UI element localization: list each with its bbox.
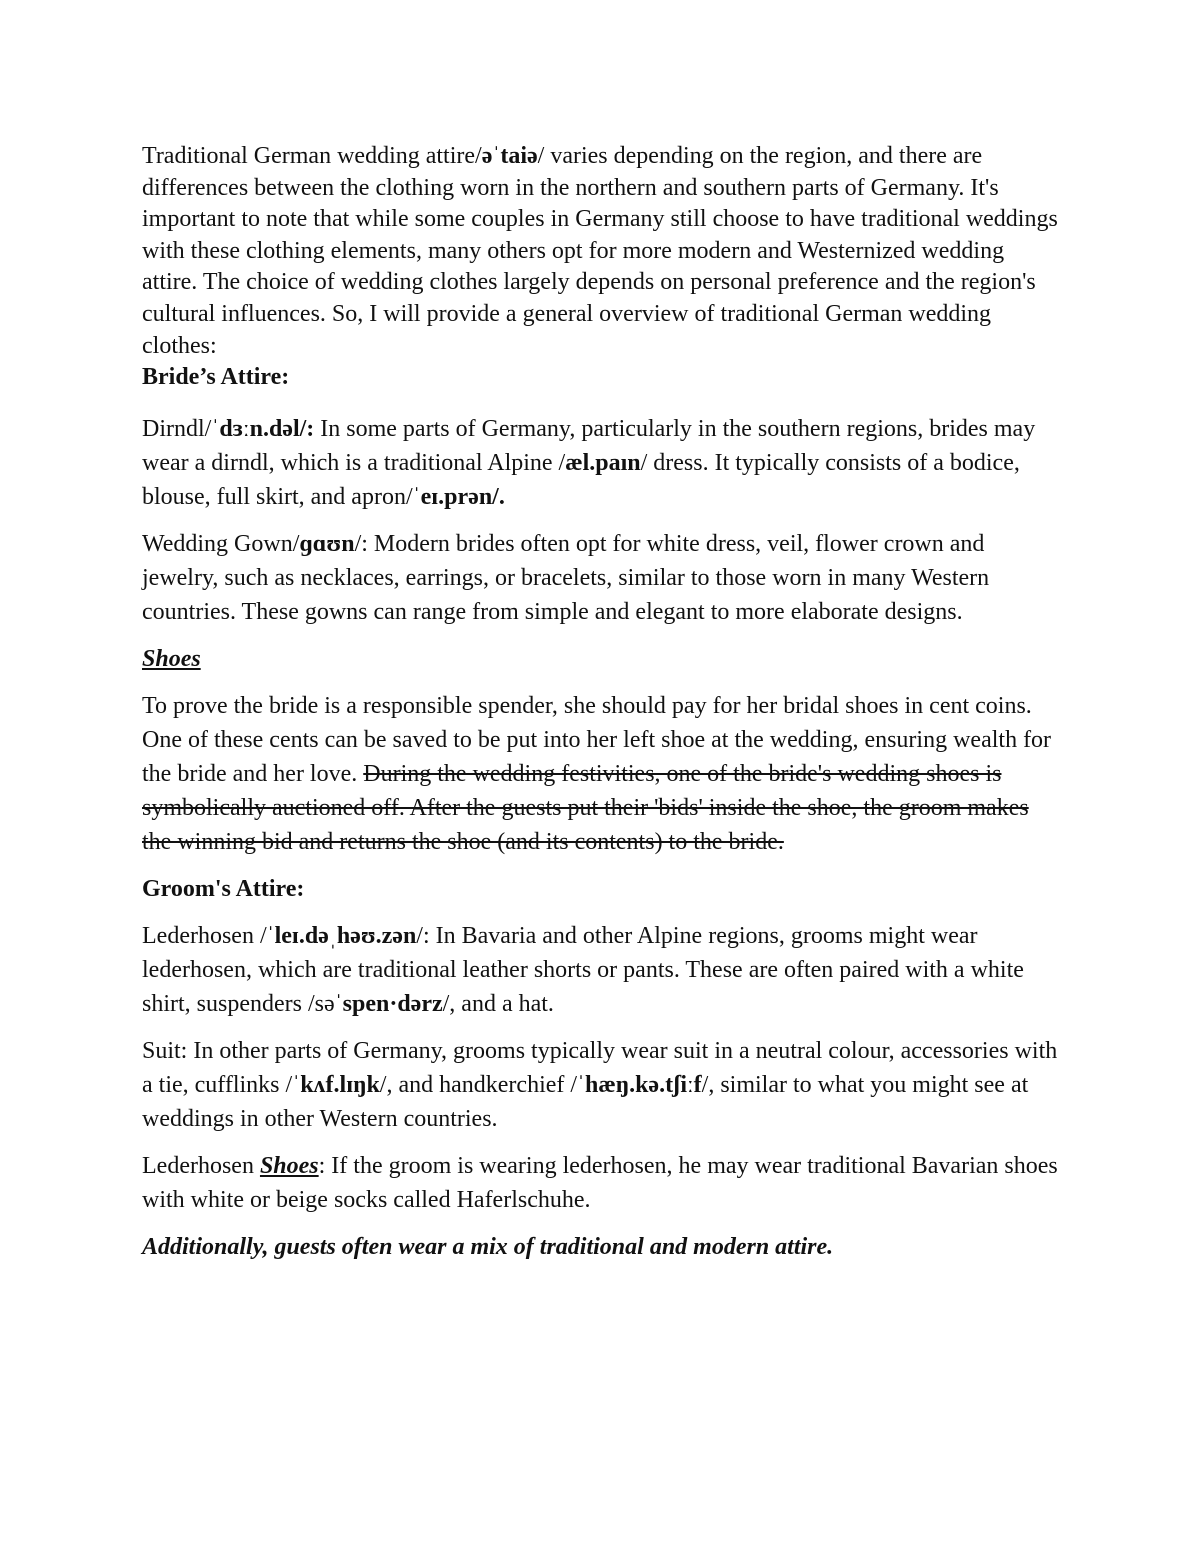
dirndl-text-1: Dirndl/ˈ (142, 415, 220, 442)
intro-ipa: əˈtaiə (481, 143, 538, 169)
suit-paragraph (142, 1034, 1062, 1136)
dirndl-paragraph (142, 412, 1062, 514)
intro-text-1: Traditional German wedding attire/ (142, 143, 482, 169)
lederhosen-text-1: Lederhosen /ˈ (142, 922, 275, 949)
alpine-ipa: æl.paın (565, 449, 641, 476)
lederhosen-text-3: /, and a hat. (442, 990, 554, 1017)
cufflinks-ipa: kʌf.lɪŋk (300, 1071, 380, 1098)
bride-attire-heading: Bride’s Attire: (142, 364, 290, 391)
lederhosen-paragraph (142, 919, 1062, 1021)
suit-text-3: /, similar to what you might see at weddings in other Western countries. (142, 1071, 1029, 1132)
shoes-heading: Shoes (142, 645, 201, 672)
closing-statement: Additionally, guests often wear a mix of traditional and modern attire. (142, 1233, 834, 1260)
lederhosen-shoes-paragraph (142, 1149, 1062, 1217)
dirndl-text-2: In some parts of Germany, particularly in the southern regions, brides may wear a dirndl, which is a traditional Alpine / (142, 415, 1036, 476)
lederhosen-shoes-text-1: Lederhosen (142, 1152, 260, 1179)
suspenders-ipa: spen·dərz (342, 990, 443, 1017)
intro-paragraph (142, 141, 1062, 362)
suit-text-2: /, and handkerchief /ˈ (379, 1071, 586, 1098)
lederhosen-ipa: leɪ.dəˌhəʊ.zən (274, 922, 417, 949)
dirndl-ipa: dɜːn.dəl/: (219, 415, 315, 442)
wedding-gown-paragraph (142, 527, 1062, 629)
gown-text-2: /: Modern brides often opt for white dress, veil, flower crown and jewelry, such as necklaces, earrings, or bracelets, similar to those worn in many Western countries. These gowns can range from simple and elegant to more elaborate designs. (142, 530, 990, 625)
intro-text-2: / varies depending on the region, and there are differences between the clothing worn in the northern and southern parts of Germany. It's important to note that while some couples in Germany still choose to have traditional weddings with these clothing elements, many others opt for more modern and Westernized wedding attire. The choice of wedding clothes largely depends on personal preference and the region's cultural influences. So, I will provide a general overview of traditional German wedding clothes: (142, 143, 1058, 359)
dirndl-text-3: / dress. It typically consists of a bodice, blouse, full skirt, and apron/ˈ (142, 449, 1020, 510)
shoes-text: To prove the bride is a responsible spender, she should pay for her bridal shoes in cent coins. One of these cents can be saved to be put into her left shoe at the wedding, ensuring wealth for the bride and her love. (142, 692, 1052, 787)
groom-attire-heading: Groom's Attire: (142, 875, 305, 902)
shoes-struck-text: During the wedding festivities, one of the bride's wedding shoes is symbolically auctioned off. After the guests put their 'bids' inside the shoe, the groom makes the winning bid and returns the shoe (and its contents) to the bride. (142, 760, 1029, 855)
lederhosen-text-2: /: In Bavaria and other Alpine regions, grooms might wear lederhosen, which are traditional leather shorts or pants. These are often paired with a white shirt, suspenders /səˈ (142, 922, 1024, 1017)
gown-ipa: ɡɑʊn (299, 530, 355, 557)
suit-text-1: Suit: In other parts of Germany, grooms typically wear suit in a neutral colour, accessories with a tie, cufflinks /ˈ (142, 1037, 1058, 1098)
document-page (142, 140, 1062, 1264)
apron-ipa: eɪ.prən/. (420, 483, 505, 510)
shoes-paragraph (142, 689, 1062, 859)
gown-text-1: Wedding Gown/ (142, 530, 300, 557)
handkerchief-ipa: hæŋ.kə.tʃiːf (585, 1071, 702, 1098)
shoes-inline-heading: Shoes (259, 1152, 319, 1179)
lederhosen-shoes-text-2: : If the groom is wearing lederhosen, he may wear traditional Bavarian shoes with white or beige socks called Haferlschuhe. (142, 1152, 1058, 1213)
